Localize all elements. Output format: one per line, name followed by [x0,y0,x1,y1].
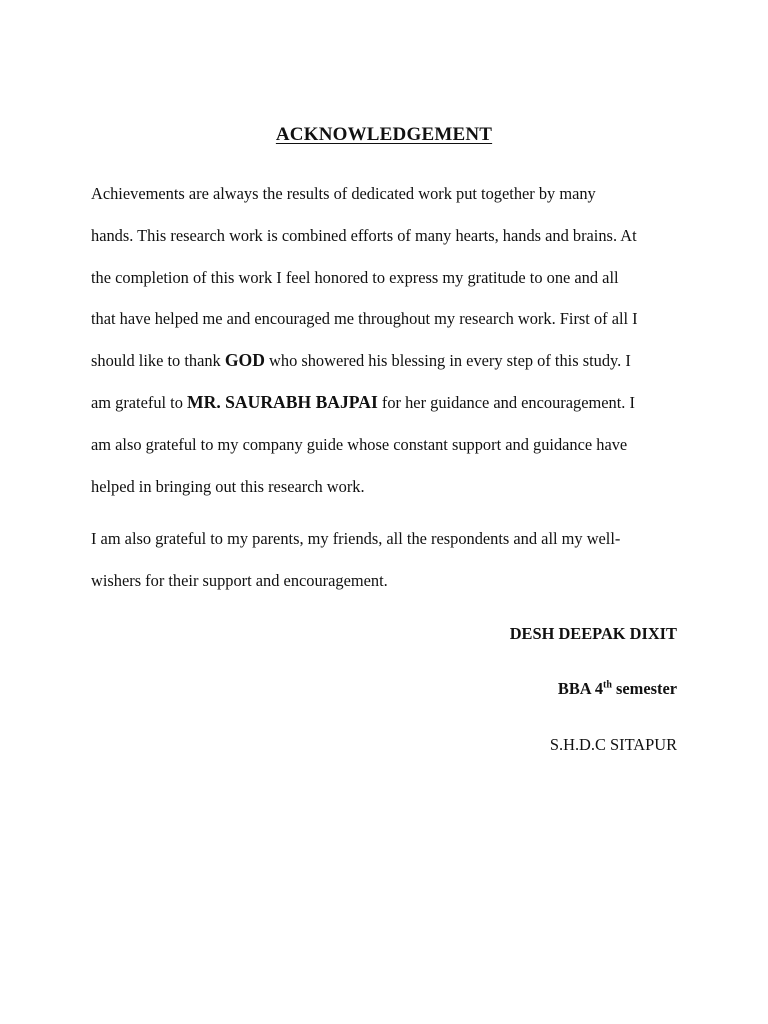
paragraph-line: wishers for their support and encouragement. [91,570,388,590]
course-prefix: BBA 4 [557,679,604,698]
signature-course [558,679,677,699]
paragraph-line: that have helped me and encouraged me throughout my research work. First of all I [91,309,638,329]
line-text: should like to thank [91,351,225,371]
course-superscript: th [603,679,612,691]
paragraph-line: Achievements are always the results of dedicated work put together by many [91,184,596,203]
paragraph-line: helped in bringing out this research work. [91,476,365,496]
signature-college: S.H.D.C SITAPUR [549,735,677,754]
acknowledgement-paragraph-1 [91,173,681,507]
paragraph-line: I am also grateful to my parents, my friends, all the respondents and all my well- [91,529,621,548]
emphasis-guide-name: MR. SAURABH BAJPAI [187,391,378,412]
paragraph-line [91,340,681,382]
acknowledgement-paragraph-2 [91,518,681,602]
paragraph-line [91,382,681,424]
line-text: who showered his blessing in every step of this study. I [264,351,631,371]
signature-name: DESH DEEPAK DIXIT [509,624,677,643]
paragraph-line: am also grateful to my company guide whose constant support and guidance have [91,434,628,454]
paragraph-line: the completion of this work I feel honored to express my gratitude to one and all [91,267,619,287]
emphasis-god: GOD [224,350,265,371]
line-text: am grateful to [91,392,188,412]
line-text: for her guidance and encouragement. I [377,392,635,412]
course-suffix: semester [611,679,677,698]
page-title: ACKNOWLEDGEMENT [275,124,493,145]
paragraph-line: hands. This research work is combined efforts of many hearts, hands and brains. At [91,225,637,245]
